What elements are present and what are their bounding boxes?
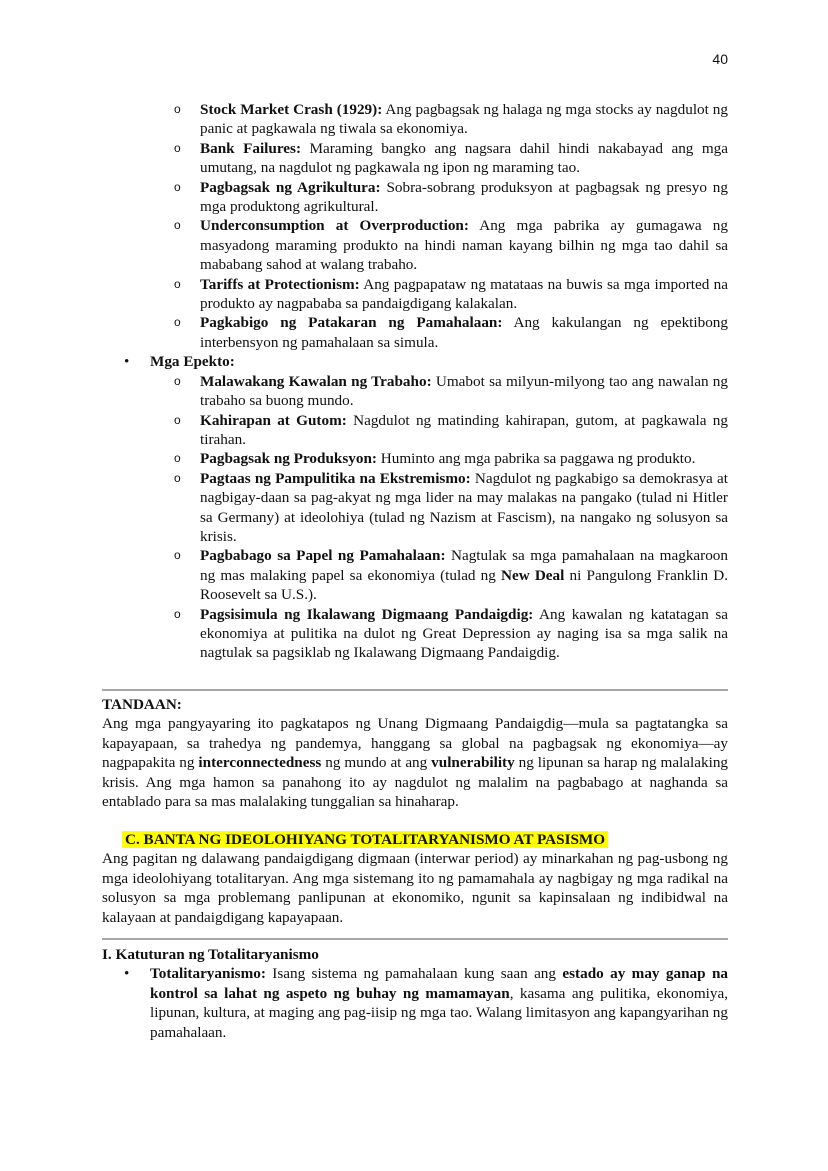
section-c-title	[122, 830, 728, 849]
bold-run: interconnectedness	[198, 754, 322, 772]
item-text: Nagdulot ng pagkabigo sa demokrasya at nagbigay-daan sa pag-akyat ng mga lider na may malakas na pangako (tulad ni Hitler sa Germany) at ideolohiya (tulad ng Nazism at Fascism), na nangako ng solusyon sa krisis.	[200, 469, 728, 545]
item-text: Nagtulak sa mga pamahalaan na magkaroon ng mas malaking papel sa ekonomiya (tulad ng	[200, 547, 728, 584]
item-term: Pagbagsak ng Agrikultura:	[200, 178, 381, 196]
item-text: Ang kakulangan ng epektibong interbensyon ng pamahalaan sa simula.	[200, 314, 728, 351]
item-text: Ang pagpapataw ng matataas na buwis sa mga imported na produkto ay nagpababa sa pandaigdigang kalakalan.	[200, 275, 729, 313]
item-text: Ang kawalan ng katatagan sa ekonomiya at pulitika na dulot ng Great Depression ay naging isa sa mga salik na nagtulak sa pagsiklab ng Ikalawang Digmaang Pandaigdig.	[200, 605, 728, 662]
item-term: Tariffs at Protectionism:	[200, 275, 360, 293]
item-text: Huminto ang mga pabrika sa paggawa ng produkto.	[376, 450, 696, 468]
list-item	[102, 275, 728, 314]
item-term: Pagbagsak ng Produksyon:	[200, 450, 377, 468]
effects-list	[102, 372, 728, 663]
list-item	[102, 100, 728, 139]
text-run: Ang mga pangyayaring ito pagkatapos ng Unang Digmaang Pandaigdig—mula sa pagtatangka sa kapayapaan, sa trahedya ng pandemya, hanggang sa global na pagbagsak ng ekonomiya—ay nagpapakita ng	[102, 715, 728, 772]
item-term: Malawakang Kawalan ng Trabaho:	[200, 372, 432, 390]
item-text: Maraming bangko ang nagsara dahil hindi nakabayad ang mga umutang, na nagdulot ng pagkawala ng ipon ng maraming tao.	[200, 139, 728, 177]
item-term: Pagbabago sa Papel ng Pamahalaan:	[200, 547, 446, 565]
text-run: , kasama ang pulitika, ekonomiya, lipunan, kultura, at maging ang pag-iisip ng mga tao. Walang limitasyon ang kapangyarihan ng pamahalaan.	[150, 984, 728, 1041]
causes-list	[102, 100, 728, 352]
text-run: ng lipunan sa harap ng malalaking krisis. Ang mga hamon sa panahong ito ay nagdulot ng malalim na pagbabago at naghanda sa entablado para sa mas malalaking tunggalian sa hinaharap.	[102, 754, 729, 811]
tandaan-text	[102, 714, 728, 811]
list-item	[102, 605, 728, 663]
section-c-text: Ang pagitan ng dalawang pandaigdigang digmaan (interwar period) ay minarkahan ng pag-usbong ng mga ideolohiyang totalitaryan. Ang mga sistemang ito ng pamamahala ay nagbigay ng mga radikal na solusyon sa mga problemang panlipunan at ekonomiko, ngunit sa kapinsalaan ng indibidwal na kalayaan at pandaigdigang kapayapaan.	[102, 850, 728, 926]
item-text: Ang mga pabrika ay gumagawa ng masyadong maraming produkto na hindi naman kayang bilhin ng mga tao dahil sa mababang sahod at walang trabaho.	[200, 217, 728, 274]
item-term: New Deal	[501, 566, 565, 584]
item-term: Kahirapan at Gutom:	[200, 411, 347, 429]
list-item	[102, 139, 728, 178]
text-run: ng mundo at ang	[321, 754, 432, 772]
text-run: Isang sistema ng pamahalaan kung saan ang	[265, 965, 563, 983]
list-item	[102, 372, 728, 411]
list-item	[102, 449, 728, 468]
item-term: Totalitaryanismo:	[150, 965, 266, 983]
section-c	[102, 830, 728, 927]
item-text: Sobra-sobrang produksyon at pagbagsak ng presyo ng mga produktong agrikultural.	[200, 178, 728, 216]
item-term: Stock Market Crash (1929):	[200, 101, 383, 118]
highlighted-heading: C. BANTA NG IDEOLOHIYANG TOTALITARYANISMO AT PASISMO	[122, 831, 608, 848]
section-i	[102, 945, 728, 1042]
list-item	[102, 313, 728, 352]
effects-heading: • Mga Epekto:	[102, 352, 728, 371]
item-term: Underconsumption at Overproduction:	[200, 217, 469, 235]
bold-run: estado ay may ganap na kontrol sa lahat ng aspeto ng buhay ng mamamayan	[150, 965, 728, 1002]
item-term: Pagsisimula ng Ikalawang Digmaang Pandaigdig:	[200, 605, 534, 623]
item-term: Bank Failures:	[200, 139, 302, 157]
divider	[102, 938, 728, 940]
list-item	[102, 546, 728, 604]
divider	[102, 689, 728, 691]
item-text: Nagdulot ng matinding kahirapan, gutom, at pagkawala ng tirahan.	[200, 411, 728, 448]
bold-run: vulnerability	[431, 754, 515, 772]
page-number: 40	[712, 51, 728, 67]
list-item	[102, 216, 728, 274]
item-text: ni Pangulong Franklin D. Roosevelt sa U.S.).	[200, 566, 728, 604]
section-i-title: I. Katuturan ng Totalitaryanismo	[102, 946, 319, 963]
item-term: Pagtaas ng Pampulitika na Ekstremismo:	[200, 469, 471, 487]
tandaan-box	[102, 695, 728, 811]
list-item	[102, 178, 728, 217]
list-item	[102, 411, 728, 450]
item-term: Pagkabigo ng Patakaran ng Pamahalaan:	[200, 314, 503, 332]
tandaan-title: TANDAAN:	[102, 696, 182, 713]
item-text: Umabot sa milyun-milyong tao ang nawalan ng trabaho sa buong mundo.	[200, 372, 728, 410]
list-item	[102, 964, 728, 1042]
item-text: Ang pagbagsak ng halaga ng mga stocks ay nagdulot ng panic at pagkawala ng tiwala sa ekonomiya.	[200, 101, 728, 138]
causes-section	[102, 100, 728, 663]
list-item	[102, 469, 728, 547]
